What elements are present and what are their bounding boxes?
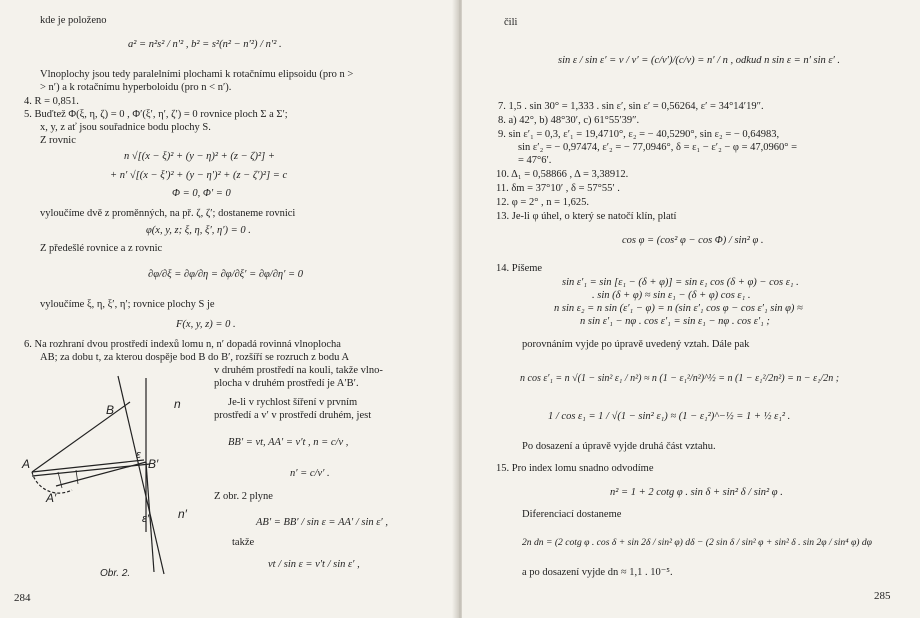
text-line: prostředí a v′ v prostředí druhém, jest [214,410,372,421]
equation-partials: ∂φ/∂ξ = ∂φ/∂η = ∂φ/∂ξ′ = ∂φ/∂η′ = 0 [148,269,304,280]
text-line: sin ε′₂ = − 0,97474, ε′₂ = − 77,0946°, δ = ε₁ − ε′₂ − φ = 47,0960° = [518,142,797,153]
item-6: 6. Na rozhraní dvou prostředí indexů lomu n, n′ dopadá rovinná vlnoplocha [24,339,341,350]
item-13: 13. Je-li φ úhel, o který se natočí klín, platí [496,211,677,222]
item-12: 12. φ = 2° , n = 1,625. [496,197,589,208]
equation-line: n √[(x − ξ)² + (y − η)² + (z − ζ)²] + [124,151,275,162]
item-5: 5. Buďtež Φ(ξ, η, ζ) = 0 , Φ′(ξ′, η′, ζ′) = 0 rovnice ploch Σ a Σ′; [24,109,288,120]
label-n: n [174,397,181,411]
text-line: čili [504,17,518,28]
label-eps: ε [136,449,141,461]
equation-line: 2n dn = (2 cotg φ . cos δ + sin 2δ / sin² φ) dδ − (2 sin δ / sin² φ + sin² δ . sin 2φ / sin⁴ φ) dφ [522,537,872,548]
label-eps-prime: ε′ [142,513,149,525]
refraction-figure [18,372,214,578]
equation-line: F(x, y, z) = 0 . [176,319,236,330]
page-number: 285 [874,590,891,602]
equation-line: n sin ε₂ = n sin (ε′₁ − φ) = n (sin ε′₁ cos φ − cos ε′₁ sin φ) ≈ [554,303,803,314]
equation-line: + n′ √[(x − ξ′)² + (y − η′)² + (z − ζ′)²] = c [110,170,288,181]
wavefront-aprime-bprime [56,462,146,486]
equation-line: n sin ε′₁ − nφ . cos ε′₁ = sin ε₁ − nφ . cos ε′₁ ; [580,316,770,327]
text-line: porovnáním vyjde po úpravě uvedený vztah. Dále pak [522,339,750,350]
equation-line: cos φ = (cos² φ − cos Φ) / sin² φ . [622,235,764,246]
text-line: = 47°6′. [518,155,552,166]
text-line: Je-li v rychlost šíření v prvním [228,397,358,408]
equation-line: n² = 1 + 2 cotg φ . sin δ + sin² δ / sin² φ . [610,487,783,498]
text-line: kde je položeno [40,15,107,26]
figure-caption: Obr. 2. [100,568,131,578]
text-line: x, y, z ať jsou souřadnice bodu plochy S. [40,122,211,133]
item-8: 8. a) 42°, b) 48°30′, c) 61°55′39″. [498,115,640,126]
text-line: Z obr. 2 plyne [214,491,273,502]
equation-line: . sin (δ + φ) ≈ sin ε₁ − (δ + φ) cos ε₁ . [592,290,751,301]
equation-line: φ(x, y, z; ξ, η, ξ′, η′) = 0 . [146,225,251,236]
label-n-prime: n′ [178,507,187,521]
text-line: plocha v druhém prostředí je A′B′. [214,378,359,389]
text-line: v druhém prostředí na kouli, takže vlno- [214,365,383,376]
text-line: vyloučíme dvě z proměnných, na př. ζ, ζ′; dostaneme rovnici [40,208,296,219]
item-7: 7. 1,5 . sin 30° = 1,333 . sin ε′, sin ε′ = 0,56264, ε′ = 34°14′19″. [498,101,764,112]
wavefront-ab [32,402,130,472]
left-page [0,0,458,618]
equation-line: 1 / cos ε₁ = 1 / √(1 − sin² ε₁) ≈ (1 − ε₁²)^−½ = 1 + ½ ε₁² . [548,411,791,422]
equation-line: sin ε′₁ = sin [ε₁ − (δ + φ)] = sin ε₁ cos (δ + φ) − cos ε₁ . [562,277,799,288]
equation-line: AB′ = BB′ / sin ε = AA′ / sin ε′ , [256,517,388,528]
text-line: Po dosazení a úpravě vyjde druhá část vztahu. [522,441,716,452]
right-page [462,0,920,618]
equation-line: vt / sin ε = v′t / sin ε′ , [268,559,360,570]
text-line: Z předešlé rovnice a z rovnic [40,243,163,254]
item-9: 9. sin ε′₁ = 0,3, ε′₁ = 19,4710°, ε₂ = − 40,5290°, sin ε₂ = − 0,64983, [498,129,780,140]
text-line: takže [232,537,255,548]
item-4: 4. R = 0,851. [24,96,79,107]
text-line: Z rovnic [40,135,76,146]
text-line: vyloučíme ξ, η, ξ′, η′; rovnice plochy S je [40,299,215,310]
equation-a2-b2: a² = n²s² / n′² , b² = s²(n² − n′²) / n′² . [128,39,282,50]
label-a-prime: A′ [46,491,57,505]
label-b-prime: B′ [148,457,159,471]
equation-line: BB′ = vt, AA′ = v′t , n = c/v , [228,437,349,448]
item-14: 14. Píšeme [496,263,543,274]
text-line: AB; za dobu t, za kterou dospěje bod B do B′, rozšíří se rozruch z bodu A [40,352,350,363]
equation-line: Φ = 0, Φ′ = 0 [172,188,231,199]
text-line: Vlnoplochy jsou tedy paralelními plochami k rotačnímu elipsoidu (pro n > [40,69,354,80]
text-line: > n′) a k rotačnímu hyperboloidu (pro n < n′). [40,82,232,93]
equation-line: n cos ε′₁ = n √(1 − sin² ε₁ / n²) ≈ n (1 − ε₁²/n²)^½ = n (1 − ε₁²/2n²) = n − ε₁/2n ; [520,373,840,384]
label-b: B [106,403,115,417]
item-15: 15. Pro index lomu snadno odvodíme [496,463,654,474]
equation-line: n′ = c/v′ . [290,468,330,479]
label-a: A [22,457,31,471]
page-number: 284 [14,592,31,604]
equation-snell: sin ε / sin ε′ = v / v′ = (c/v′)/(c/v) = n′ / n , odkud n sin ε = n′ sin ε′ . [558,55,841,66]
text-line: Diferenciací dostaneme [522,509,622,520]
item-10: 10. Δ₁ = 0,58866 , Δ = 3,38912. [496,169,629,180]
item-11: 11. δm = 37°10′ , δ = 57°55′ . [496,183,620,194]
text-line: a po dosazení vyjde dn ≈ 1,1 . 10⁻⁵. [522,567,673,578]
